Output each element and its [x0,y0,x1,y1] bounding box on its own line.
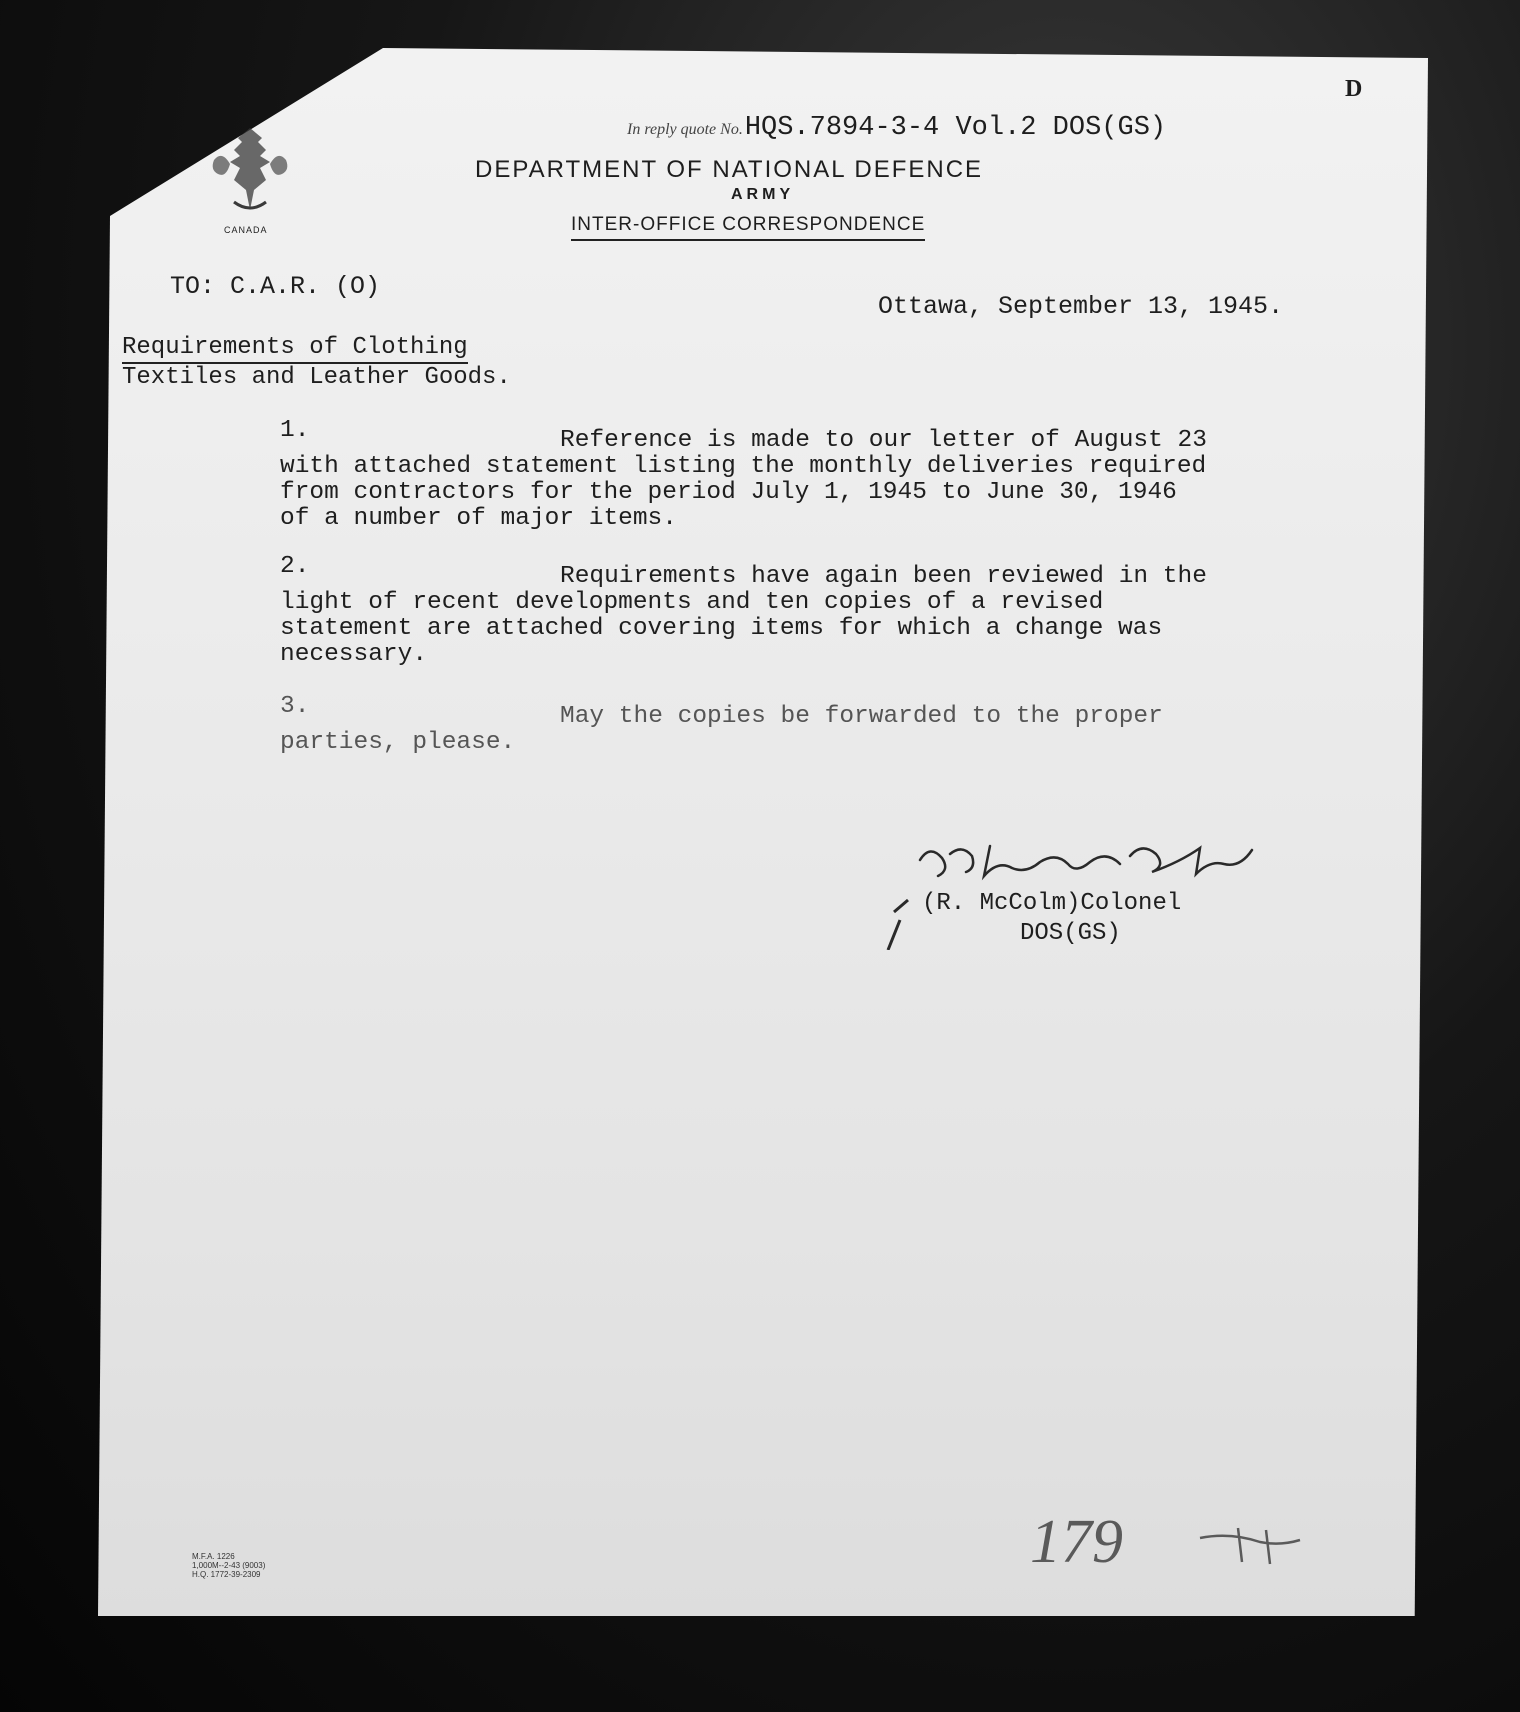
paragraph-line: May the copies be forwarded to the proper [560,703,1163,730]
paragraph-line: light of recent developments and ten copies of a revised [280,589,1104,616]
page-number-text: 179 [1030,1508,1123,1576]
recipient-line: TO: C.A.R. (O) [170,272,381,301]
paragraph-line: parties, please. [280,729,516,756]
reply-reference [627,112,1166,143]
signatory-title: DOS(GS) [1020,920,1121,947]
paragraph-line: of a number of major items. [280,505,677,532]
paragraph-line: statement are attached covering items for which a change was [280,615,1163,642]
paragraph-number: 1. [280,417,310,444]
branch-heading: ARMY [731,186,795,203]
paragraph-line: from contractors for the period July 1, 1945 to June 30, 1946 [280,479,1177,506]
paragraph-number: 2. [280,553,310,580]
department-heading: DEPARTMENT OF NATIONAL DEFENCE [475,156,984,183]
paragraph-number: 3. [280,693,310,720]
paragraph-line: Requirements have again been reviewed in the [560,563,1207,590]
form-reference [192,1552,265,1579]
paragraph-1 [280,417,1340,532]
handwritten-page-number [1030,1498,1310,1588]
subject-line-1: Requirements of Clothing [122,334,468,364]
paragraph-line: with attached statement listing the monthly deliveries required [280,453,1207,480]
reply-ref: HQS.7894-3-4 Vol.2 DOS(GS) [744,113,1167,143]
paragraph-3 [280,693,1340,756]
reply-label: In reply quote No. [627,121,743,138]
paragraph-line: Reference is made to our letter of August 23 [560,427,1207,454]
paragraph-line: necessary. [280,641,428,668]
canada-crest-icon [200,120,300,220]
form-ref-line: M.F.A. 1226 [192,1552,235,1561]
subject-line-2: Textiles and Leather Goods. [122,364,511,391]
crest-caption: CANADA [224,225,268,235]
form-ref-line: 1,000M--2-43 (9003) [192,1561,266,1570]
document-type: INTER-OFFICE CORRESPONDENCE [571,214,925,241]
form-ref-line: H.Q. 1772-39-2309 [192,1570,261,1579]
date-line: Ottawa, September 13, 1945. [878,292,1284,321]
paragraph-2 [280,553,1340,668]
corner-mark: D [1345,76,1363,102]
signatory-name: (R. McColm)Colonel [922,890,1182,917]
